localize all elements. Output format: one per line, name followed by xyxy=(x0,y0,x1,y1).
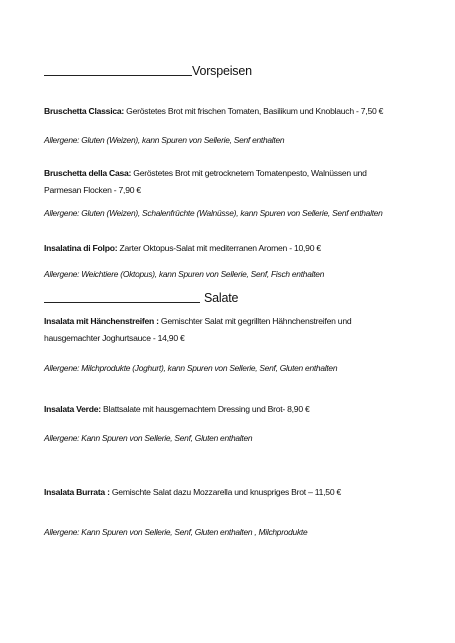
menu-item-name: Insalatina di Folpo: xyxy=(44,243,118,253)
menu-item-insalatina-di-folpo xyxy=(44,240,414,257)
menu-item-allergens: Allergene: Weichtiere (Oktopus), kann Spuren von Sellerie, Senf, Fisch enthalten xyxy=(44,269,325,279)
menu-item-name: Bruschetta Classica: xyxy=(44,106,125,116)
menu-item-description: Geröstetes Brot mit getrocknetem Tomatenpesto, Walnüssen und Parmesan Flocken - 7,90 € xyxy=(44,168,367,195)
menu-item-allergens: Allergene: Milchprodukte (Joghurt), kann Spuren von Sellerie, Senf, Gluten enthalten xyxy=(44,363,338,373)
menu-item-bruschetta-classica xyxy=(44,103,414,120)
section-title-salate: Salate xyxy=(204,291,239,305)
menu-item-name: Insalata mit Hänchenstreifen : xyxy=(44,316,159,326)
menu-item-allergens: Allergene: Kann Spuren von Sellerie, Senf, Gluten enthalten , Milchprodukte xyxy=(44,527,308,537)
menu-item-allergens: Allergene: Kann Spuren von Sellerie, Senf, Gluten enthalten xyxy=(44,433,253,443)
menu-item-name: Bruschetta della Casa: xyxy=(44,168,132,178)
menu-item-description: Geröstetes Brot mit frischen Tomaten, Basilikum und Knoblauch - 7,50 € xyxy=(124,106,384,116)
menu-item-description: Gemischter Salat mit gegrillten Hähnchenstreifen und hausgemachter Joghurtsauce - 14,90 € xyxy=(44,316,352,343)
menu-item-description: Gemischte Salat dazu Mozzarella und knuspriges Brot – 11,50 € xyxy=(109,487,342,497)
section-title-vorspeisen: Vorspeisen xyxy=(192,64,252,78)
menu-item-allergens: Allergene: Gluten (Weizen), kann Spuren von Sellerie, Senf enthalten xyxy=(44,135,285,145)
menu-item-description: Zarter Oktopus-Salat mit mediterranen Aromen - 10,90 € xyxy=(117,243,321,253)
menu-item-description: Blattsalate mit hausgemachtem Dressing und Brot- 8,90 € xyxy=(100,404,310,414)
menu-item-insalata-burrata xyxy=(44,484,414,501)
menu-item-name: Insalata Verde: xyxy=(44,404,101,414)
menu-item-insalata-haenchenstreifen xyxy=(44,313,369,347)
heading-underline xyxy=(44,75,192,76)
menu-item-allergens: Allergene: Gluten (Weizen), Schalenfrüchte (Walnüsse), kann Spuren von Sellerie, Senf enthalten xyxy=(44,208,383,218)
heading-underline xyxy=(44,302,200,303)
menu-item-name: Insalata Burrata : xyxy=(44,487,110,497)
menu-item-bruschetta-della-casa xyxy=(44,165,389,199)
menu-item-insalata-verde xyxy=(44,401,414,418)
section-heading-vorspeisen xyxy=(44,62,254,78)
section-heading-salate xyxy=(44,289,254,305)
